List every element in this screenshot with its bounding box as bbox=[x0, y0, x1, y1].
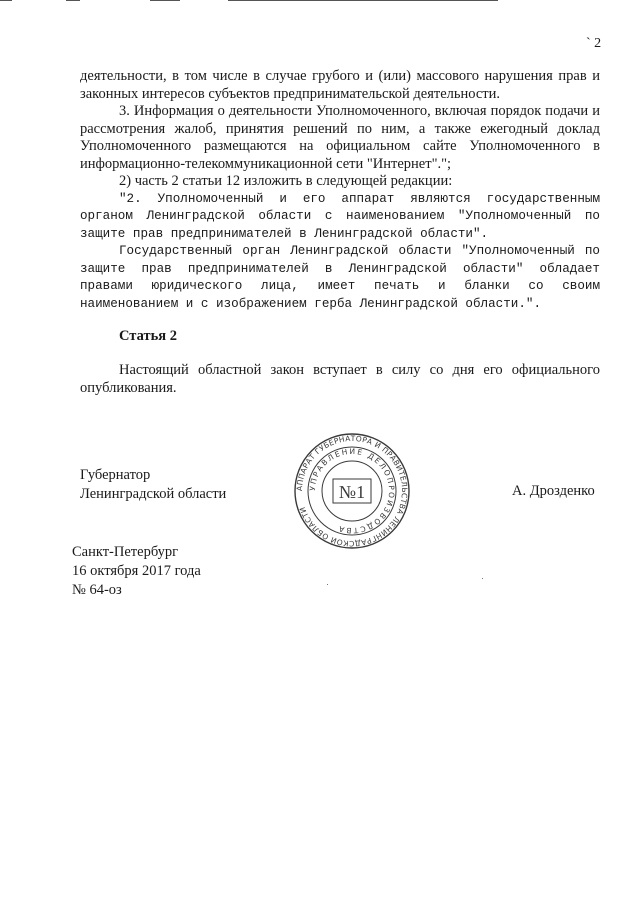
scan-edge-line bbox=[228, 0, 498, 1]
article-heading: Статья 2 bbox=[119, 328, 177, 344]
scan-speck bbox=[482, 578, 483, 579]
paragraph-amendment-2: 2) часть 2 статьи 12 изложить в следующей редакции: bbox=[119, 173, 453, 189]
stamp-center-number: №1 bbox=[338, 482, 366, 502]
paragraph-quoted-state-body: Государственный орган Ленинградской области "Уполномоченный по защите прав предпринимателей в Ленинградской области" обладает правами юридического лица, имеет печать и бланки со своим наименованием и с изображением герба Ленинградской области.". bbox=[80, 244, 600, 311]
document-body bbox=[80, 68, 600, 313]
law-number: № 64-оз bbox=[72, 582, 122, 598]
signing-place: Санкт-Петербург bbox=[72, 544, 179, 560]
paragraph-item-3: 3. Информация о деятельности Уполномоченного, включая порядок подачи и рассмотрения жалоб, принятия решений по ним, а также ежегодный доклад Уполномоченного размещаются на официальном сайте Уполномоченного в информационно-телекоммуникационной сети "Интернет"."; bbox=[80, 103, 600, 172]
signatory-title-line1: Губернатор bbox=[80, 467, 151, 483]
signatory-name: А. Дрозденко bbox=[512, 483, 595, 499]
paragraph-quoted-part-2: "2. Уполномоченный и его аппарат являются государственным органом Ленинградской области с наименованием "Уполномоченный по защите прав предпринимателей в Ленинградской области". bbox=[80, 191, 600, 241]
stamp-outer-text: АППАРАТ ГУБЕРНАТОРА И ПРАВИТЕЛЬСТВА ЛЕНИНГРАДСКОЙ ОБЛАСТИ bbox=[294, 433, 410, 549]
page-number: ` 2 bbox=[586, 36, 602, 51]
article-text: Настоящий областной закон вступает в силу со дня его официального опубликования. bbox=[80, 362, 600, 396]
document-footer bbox=[72, 543, 201, 600]
signatory-title-line2: Ленинградской области bbox=[80, 486, 227, 502]
stamp-inner-text: УПРАВЛЕНИЕ ДЕЛОПРОИЗВОДСТВА bbox=[307, 446, 397, 536]
signing-date: 16 октября 2017 года bbox=[72, 563, 201, 579]
scan-edge-line bbox=[0, 0, 12, 1]
paragraph-continuation: деятельности, в том числе в случае грубого и (или) массового нарушения прав и законных интересов субъектов предпринимательской деятельности. bbox=[80, 68, 600, 102]
scan-edge-line bbox=[150, 0, 180, 1]
official-stamp bbox=[293, 432, 411, 550]
signatory-title bbox=[80, 466, 226, 504]
scan-speck bbox=[327, 584, 328, 585]
scan-edge-line bbox=[66, 0, 80, 1]
article-body bbox=[80, 362, 600, 397]
